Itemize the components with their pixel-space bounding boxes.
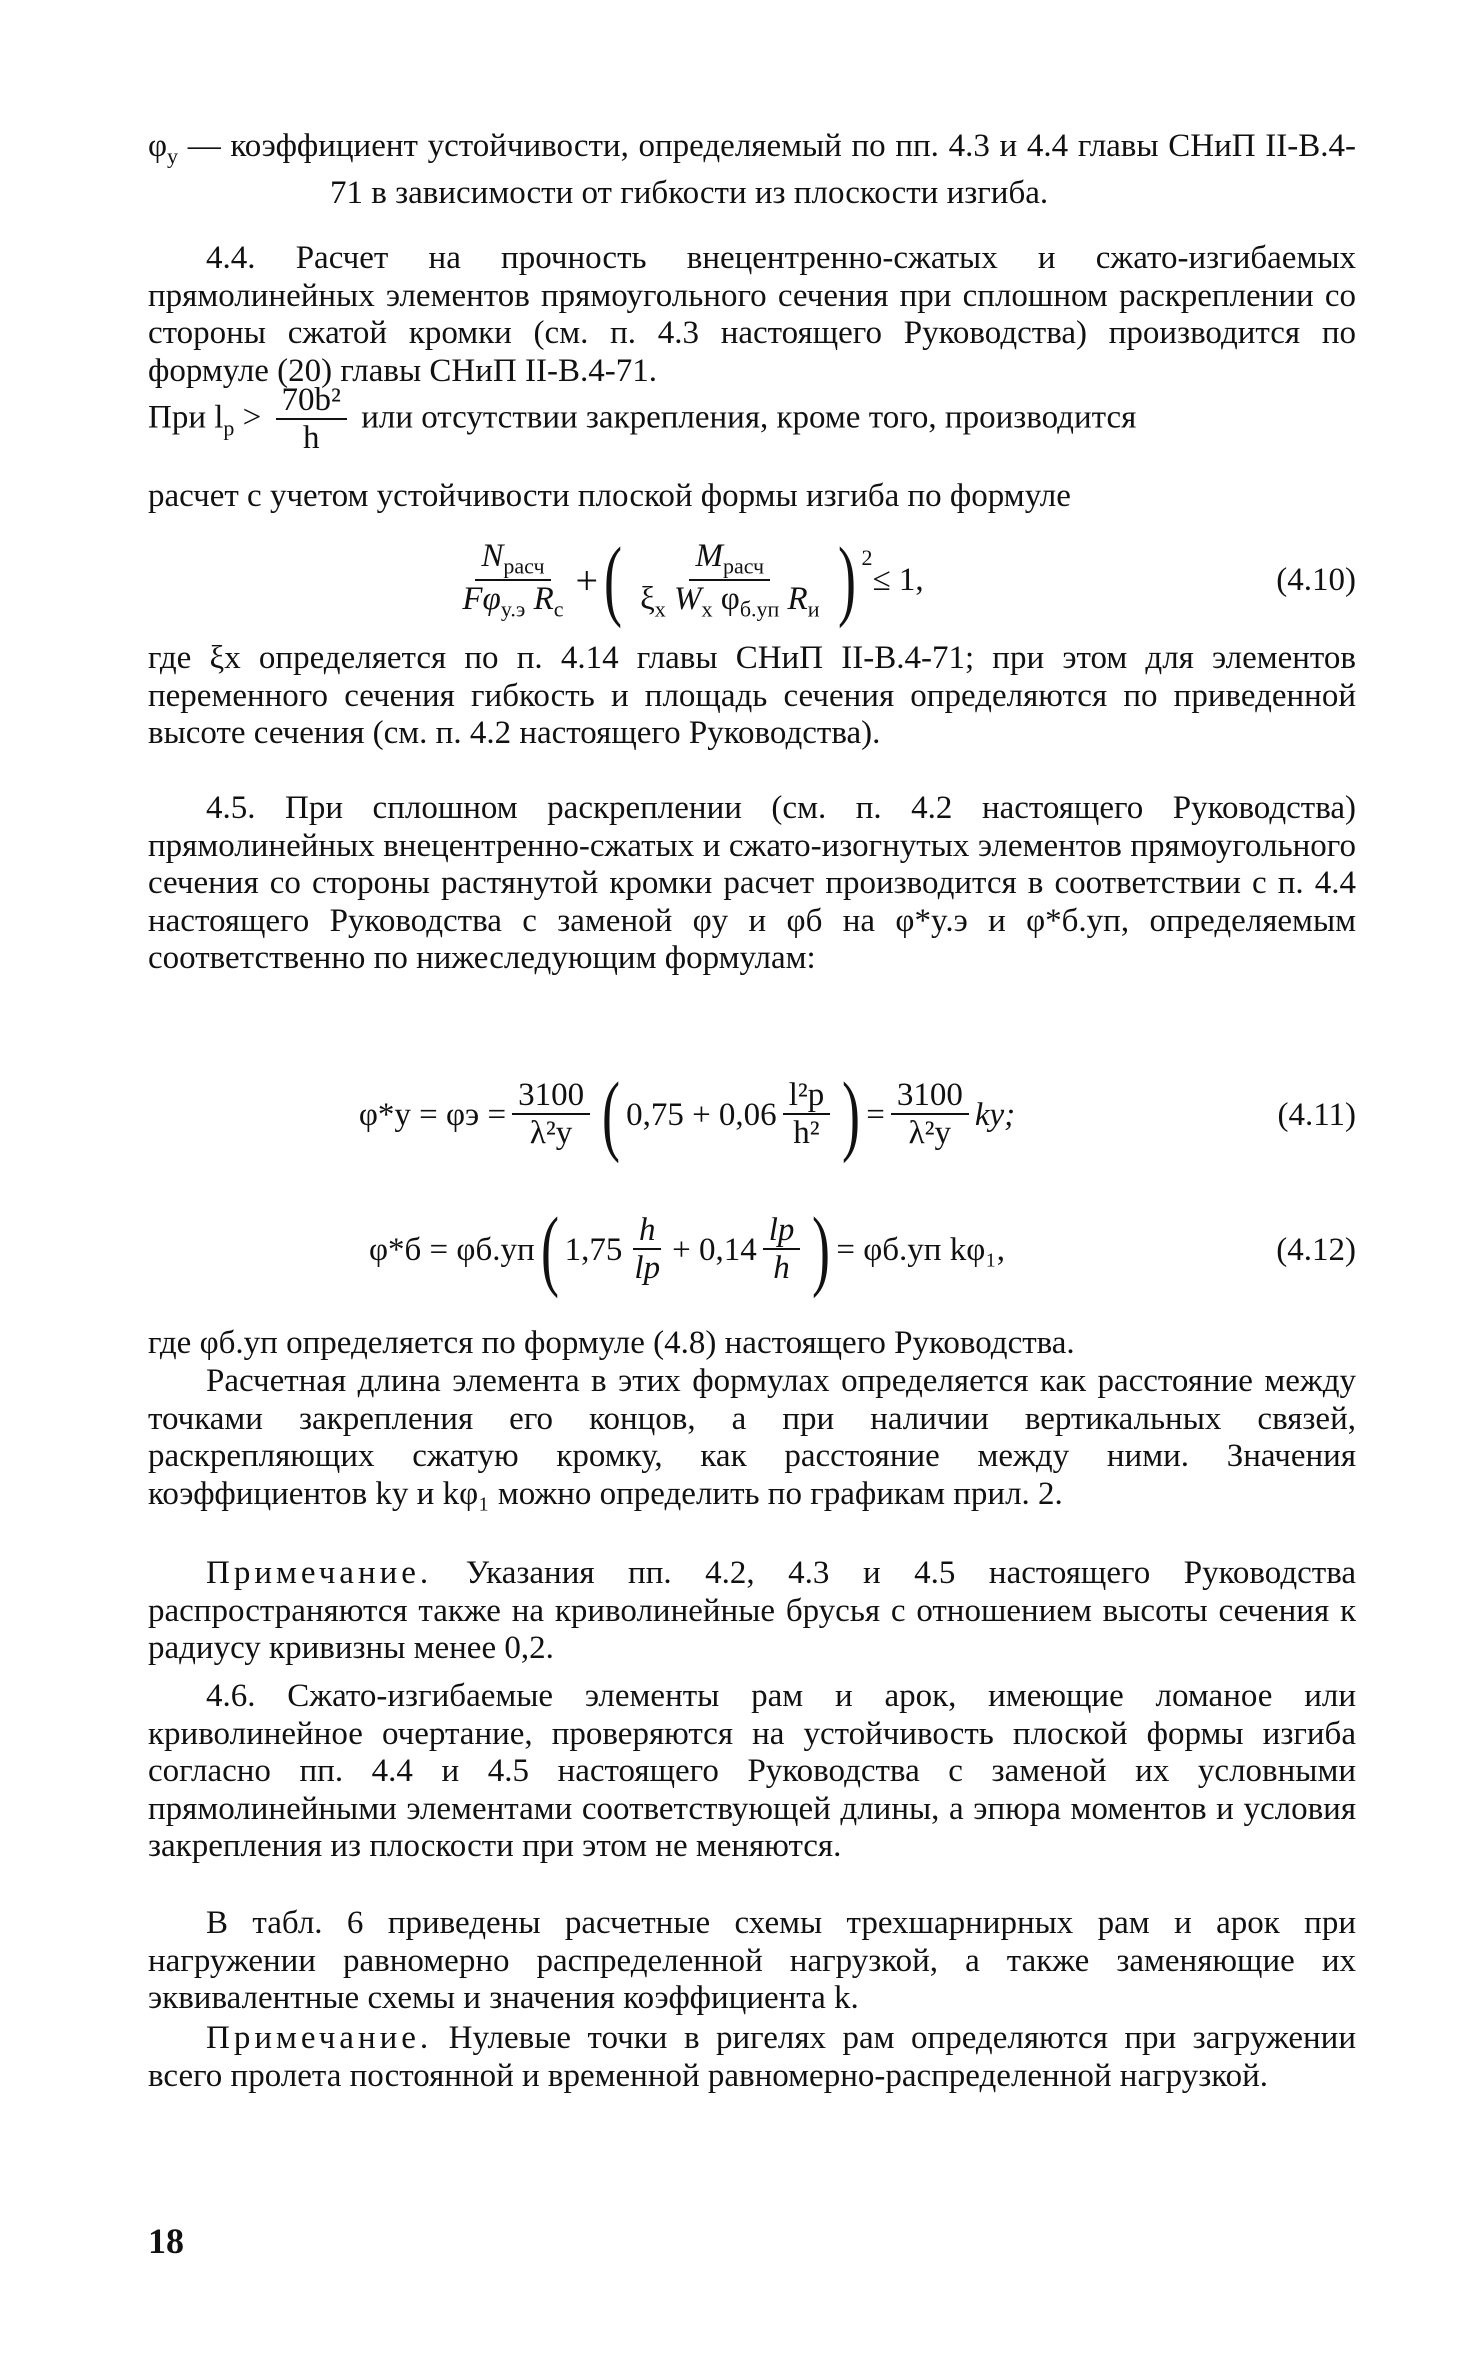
eq412-number: (4.12): [1276, 1231, 1356, 1268]
section-4-4: [148, 240, 1356, 390]
section-4-4-text: 4.4. Расчет на прочность внецентренно-сжатых и сжато-изгибаемых прямолинейных элементов прямоугольного сечения при сплошном раскреплении со стороны сжатой кромки (см. п. 4.3 настоящего Руководства) производится по формуле (20) главы СНиП II-В.4-71.: [148, 240, 1356, 389]
eq410-fraction-1: $\frac{N_{расч}}{F\varphi_{y.э} R_с}$: [462, 538, 564, 622]
where-4-10: где ξx определяется по п. 4.14 главы СНиП II-В.4-71; при этом для элементов переменного сечения гибкость и площадь сечения определяются по приведенной высоте сечения (см. п. 4.2 настоящего Руководства).: [148, 640, 1356, 751]
section-4-4-cont: расчет с учетом устойчивости плоской формы изгиба по формуле: [148, 478, 1071, 514]
phi-definition-text: — коэффициент устойчивости, определяемый по пп. 4.3 и 4.4 главы СНиП II-В.4-71 в зависимости от гибкости из плоскости изгиба.: [178, 128, 1356, 212]
eq410-number: (4.10): [1276, 561, 1356, 598]
page-number: 18: [148, 2221, 184, 2261]
length-paragraph: Расчетная длина элемента в этих формулах определяется как расстояние между точками закрепления его концов, а при наличии вертикальных связей, раскрепляющих сжатую кромку, как расстояние между ними. Значения коэффициентов ky и kφ₁ можно определить по графикам прил. 2.: [148, 1363, 1356, 1512]
condition-fraction: $\frac{\text{70b²}}{h}$: [276, 382, 347, 458]
equation-4-10: $\frac{N_{расч}}{F\varphi_{y.э} R_с}$ + ( $\frac{M_{расч}}{\xi_x W_x \varphi_{б.уп} R_и}$ ) $^2$ ≤ 1, (4.10): [148, 530, 1356, 630]
note-2-label: Примечание.: [206, 2020, 433, 2056]
eq410-fraction-2: $\frac{M_{расч}}{\xi_x W_x \varphi_{б.уп} R_и}$: [640, 538, 820, 622]
phi-symbol: φ: [148, 128, 168, 164]
section-4-6: 4.6. Сжато-изгибаемые элементы рам и арок, имеющие ломаное или криволинейное очертание, проверяются на устойчивость плоской формы изгиба согласно пп. 4.4 и 4.5 настоящего Руководства с заменой их условными прямолинейными элементами соответствующей длины, а эпюра моментов и условия закрепления из плоскости при этом не меняются.: [148, 1678, 1356, 1864]
where-4-12: где φб.уп определяется по формуле (4.8) настоящего Руководства.: [148, 1325, 1075, 1361]
table6-paragraph: В табл. 6 приведены расчетные схемы трехшарнирных рам и арок при нагружении равномерно распределенной нагрузкой, а также заменяющие их эквивалентные схемы и значения коэффициента k.: [148, 1905, 1356, 2016]
note-1-label: Примечание.: [206, 1555, 433, 1591]
eq411-number: (4.11): [1277, 1096, 1356, 1133]
phi-definition: $\varphi_y$ — коэффициент устойчивости, определяемый по пп. 4.3 и 4.4 главы СНиП II-В.4-71 в зависимости от гибкости из плоскости изгиба.: [148, 128, 1356, 212]
note-1: Примечание. Указания пп. 4.2, 4.3 и 4.5 настоящего Руководства распространяются также на криволинейные брусья с отношением высоты сечения к радиусу кривизны менее 0,2.: [148, 1555, 1356, 1666]
note-2: Примечание. Нулевые точки в ригелях рам определяются при загружении всего пролета постоянной и временной равномерно-распределенной нагрузкой.: [148, 2020, 1356, 2094]
section-4-5: 4.5. При сплошном раскреплении (см. п. 4.2 настоящего Руководства) прямолинейных внецентренно-сжатых и сжато-изогнутых элементов прямоугольного сечения со стороны растянутой кромки расчет производится в соответствии с п. 4.4 настоящего Руководства с заменой φy и φб на φ*y.э и φ*б.уп, определяемым соответственно по нижеследующим формулам:: [148, 790, 1356, 976]
equation-4-12: φ*б = φб.уп ( 1,75 $\frac{h}{lр}$ + 0,14 $\frac{lр}{h}$ ) = φб.уп kφ₁, (4.12): [368, 1200, 1356, 1299]
equation-4-11: φ*y = φэ = $\frac{3100}{\text{λ²y}}$ ( 0,75 + 0,06 $\frac{\text{l²р}}{\text{h²}}$ ) = $\frac{3100}{\text{λ²y}}$ ky; (4.11): [358, 1065, 1356, 1164]
condition-line: При $l_р$ > $\frac{\text{70b²}}{h}$ или отсутствии закрепления, кроме того, производится: [148, 382, 1137, 457]
